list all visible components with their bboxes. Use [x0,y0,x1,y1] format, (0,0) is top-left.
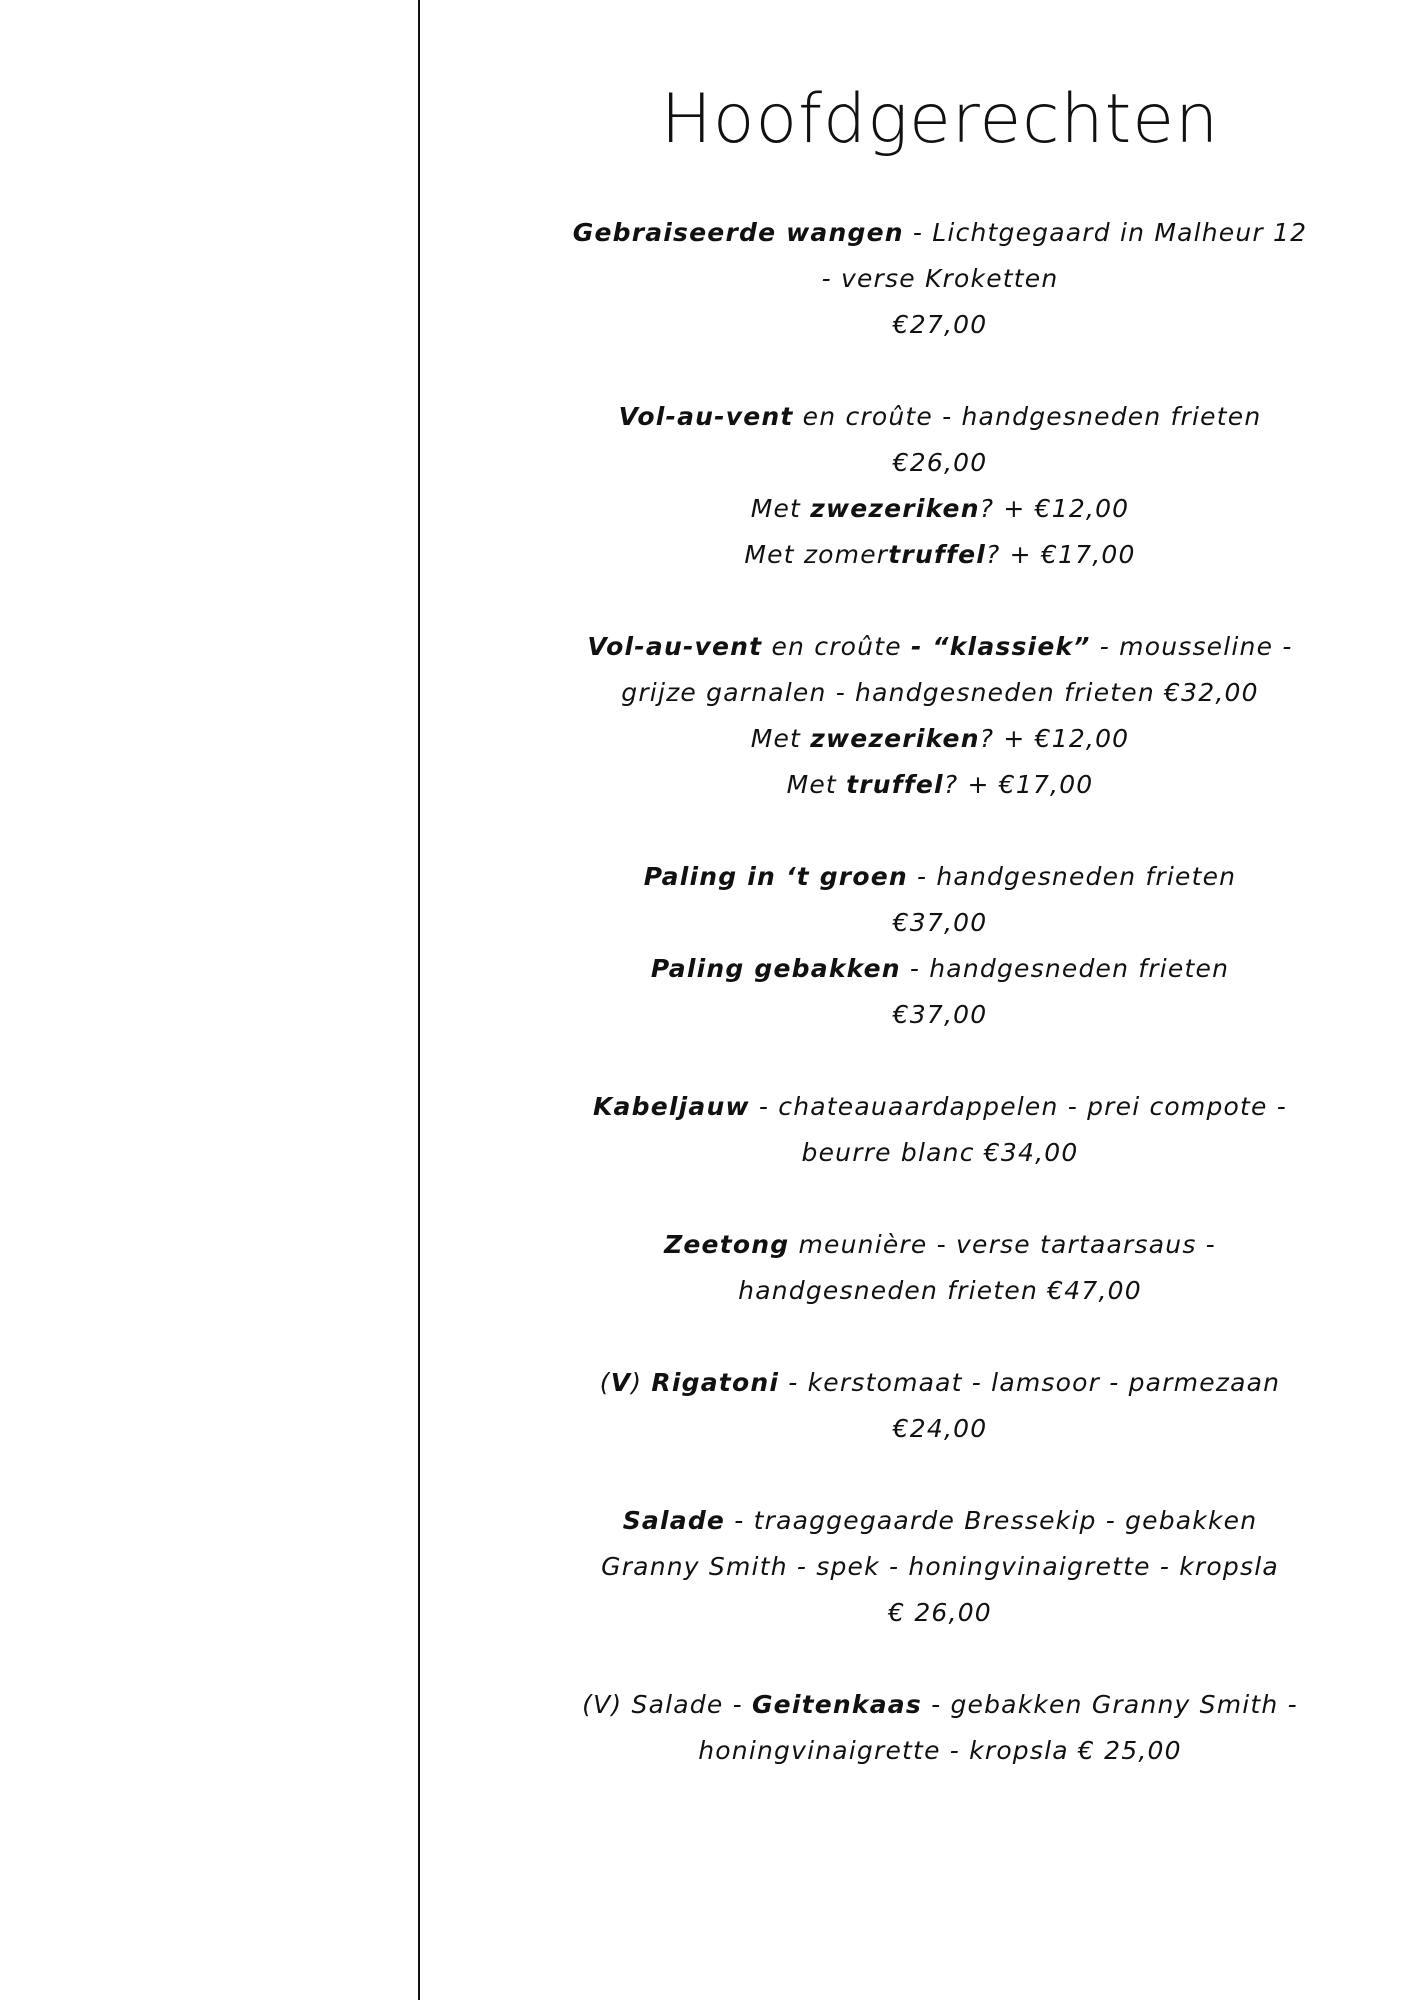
menu-item-line [520,992,1360,1038]
dish-description-text: - traaggegaarde Bressekip - gebakken [725,1506,1258,1535]
menu-item-line [520,1222,1360,1268]
menu-item [520,854,1360,1038]
menu-item [520,1360,1360,1452]
dish-name-text: Vol-au-vent [587,632,763,661]
menu-item-line [520,394,1360,440]
menu-item [520,210,1360,348]
dish-description-text: ? + €17,00 [986,540,1136,569]
menu-item-line [520,854,1360,900]
dish-description-text: ? + €12,00 [979,494,1130,523]
menu-item-line [520,946,1360,992]
menu-item-line [520,1406,1360,1452]
menu-item-line [520,900,1360,946]
dish-description-text: - mousseline - [1090,632,1293,661]
menu-item [520,1084,1360,1176]
dish-name-text: truffel [846,770,944,799]
dish-name-text: Salade [622,1506,726,1535]
menu-item-line [520,1360,1360,1406]
menu-item-line [520,1084,1360,1130]
dish-description-text: en croûte - handgesneden frieten [793,402,1262,431]
dish-description-text: - handgesneden frieten [907,862,1237,891]
menu-item-line [520,1498,1360,1544]
dish-description-text: ( [599,1368,611,1397]
dish-description-text: €26,00 [892,448,988,477]
dish-description-text: €27,00 [892,310,988,339]
dish-description-text: handgesneden frieten €47,00 [738,1276,1142,1305]
menu-item-line [520,1268,1360,1314]
menu-item-line [520,532,1360,578]
dish-description-text: ? + €17,00 [943,770,1094,799]
menu-item [520,624,1360,808]
dish-description-text: - chateauaardappelen - prei compote - [749,1092,1287,1121]
menu-item-line [520,670,1360,716]
dish-description-text: Met [750,494,811,523]
page-title: Hoofdgerechten [660,80,1220,159]
menu-item [520,1222,1360,1314]
dish-description-text: - verse Kroketten [821,264,1059,293]
dish-description-text: Met zomer [744,540,889,569]
menu-item-line [520,440,1360,486]
dish-name-text: Rigatoni [651,1368,780,1397]
dish-description-text: beurre blanc €34,00 [801,1138,1079,1167]
dish-description-text: €37,00 [892,1000,988,1029]
dish-name-text: Gebraiseerde wangen [572,218,904,247]
dish-name-text: V [610,1368,632,1397]
dish-description-text: honingvinaigrette - kropsla € 25,00 [698,1736,1182,1765]
dish-name-text: zwezeriken [810,724,980,753]
menu-item [520,1682,1360,1774]
dish-description-text: Granny Smith - spek - honingvinaigrette - kropsla [601,1552,1279,1581]
dish-name-text: zwezeriken [810,494,980,523]
dish-name-text: Kabeljauw [592,1092,750,1121]
menu-item-line [520,1544,1360,1590]
dish-description-text: - Lichtgegaard in Malheur 12 [903,218,1308,247]
dish-description-text: grijze garnalen - handgesneden frieten €32,00 [621,678,1259,707]
menu-item-line [520,624,1360,670]
dish-description-text: Met [750,724,811,753]
vertical-divider [418,0,420,2000]
dish-description-text: €37,00 [892,908,988,937]
dish-name-text: Paling gebakken [650,954,901,983]
menu-item-line [520,1682,1360,1728]
dish-list [520,210,1360,1820]
dish-description-text: - kerstomaat - lamsoor - parmezaan [779,1368,1281,1397]
dish-name-text: truffel [888,540,987,569]
dish-description-text: - handgesneden frieten [900,954,1230,983]
menu-item-line [520,210,1360,256]
menu-item-line [520,1130,1360,1176]
menu-item-line [520,1590,1360,1636]
menu-item-line [520,256,1360,302]
menu-item [520,1498,1360,1636]
dish-description-text: (V) Salade - [582,1690,752,1719]
dish-name-text: Zeetong [664,1230,790,1259]
dish-description-text: Met [786,770,847,799]
dish-description-text: en croûte [762,632,911,661]
menu-item-line [520,716,1360,762]
dish-description-text: ) [631,1368,652,1397]
dish-description-text: € 26,00 [888,1598,992,1627]
dish-name-text: - “klassiek” [910,632,1091,661]
dish-name-text: Vol-au-vent [618,402,794,431]
dish-description-text: €24,00 [892,1414,988,1443]
menu-item-line [520,1728,1360,1774]
menu-item-line [520,486,1360,532]
menu-item-line [520,302,1360,348]
menu-item [520,394,1360,578]
dish-name-text: Paling in ‘t groen [643,862,908,891]
dish-description-text: ? + €12,00 [979,724,1130,753]
dish-description-text: - gebakken Granny Smith - [921,1690,1298,1719]
menu-item-line [520,762,1360,808]
dish-name-text: Geitenkaas [751,1690,922,1719]
dish-description-text: meunière - verse tartaarsaus - [789,1230,1216,1259]
